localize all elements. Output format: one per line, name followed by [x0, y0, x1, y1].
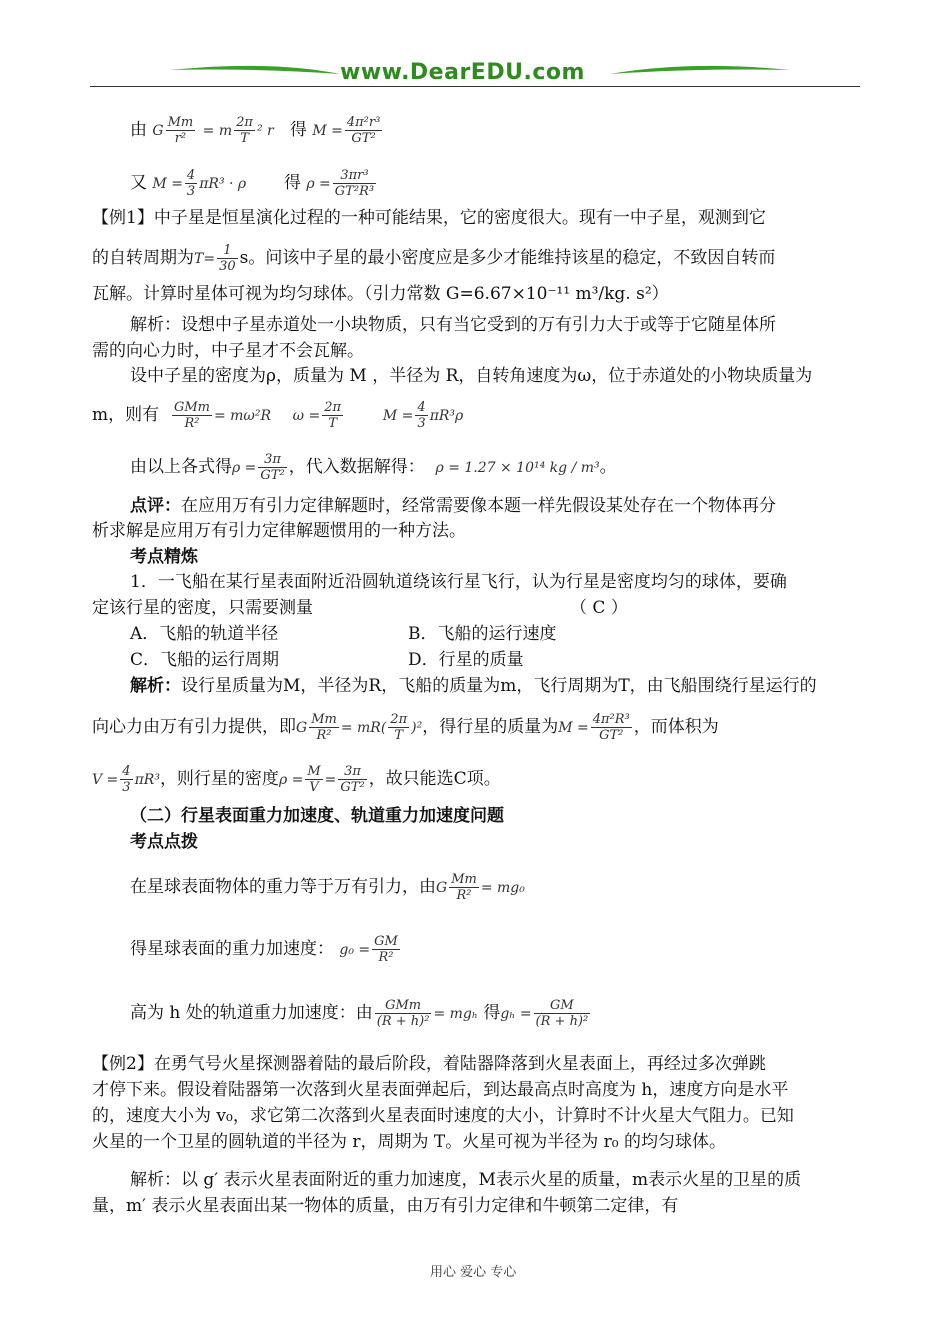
question1-solution-a: 解析：设行星质量为M，半径为R，飞船的质量为m，飞行周期为T，由飞船围绕行星运行的 [130, 676, 817, 696]
example2-line-a: 【例2】在勇气号火星探测器着陆的最后阶段，着陆器降落到火星表面上，再经过多次弹跳 [92, 1054, 766, 1074]
question1-line-a: 1．一飞船在某行星表面附近沿圆轨道绕该行星飞行，认为行星是密度均匀的球体，要确 [130, 572, 787, 592]
solution2-line-b: 量，m′ 表示火星表面出某一物体的质量，由万有引力定律和牛顿第二定律，有 [92, 1196, 679, 1216]
example2-line-c: 的，速度大小为 v₀，求它第二次落到火星表面时速度的大小，计算时不计火星大气阻力。已知 [92, 1106, 794, 1126]
section2-title: （二）行星表面重力加速度、轨道重力加速度问题 [130, 806, 504, 826]
tips-title: 考点点拨 [130, 832, 198, 852]
formula-line-2: 又 M = $\frac{4}{3}$ πR³ · ρ 得 ρ = $\frac{\text{3πr³}}{\text{GT²R³}}$ [130, 168, 375, 199]
solution1-line-d: m，则有 GMm R² = mω²R ω = $\frac{2\pi}{T}$ M = $\frac{4}{3}$ πR³ρ [92, 400, 464, 431]
solution1-line-e: 由以上各式得ρ = $\frac{3\pi}{\text{GT²}}$ ，代入数据解得： ρ = 1.27 × 10¹⁴ kg / m³。 [130, 452, 617, 483]
example1-line-a: 【例1】中子星是恒星演化过程的一种可能结果，它的密度很大。现有一中子星，观测到它 [92, 208, 766, 228]
header-site-logo: www.DearEDU.com [340, 60, 585, 85]
option-d: D．行星的质量 [408, 650, 524, 670]
example1-line-b: 的自转周期为T= $\frac{1}{30}$ s。问该中子星的最小密度应是多少才能维持该星的稳定，不致因自转而 [92, 243, 776, 274]
question1-line-b: 定该行星的密度，只需要测量 [92, 598, 313, 618]
drill-title: 考点精炼 [130, 547, 198, 567]
solution1-line-c: 设中子星的密度为ρ，质量为 M ，半径为 R，自转角速度为ω，位于赤道处的小物块质量为 [130, 366, 813, 386]
tip-line-1: 在星球表面物体的重力等于万有引力，由G $\frac{Mm}{\text{R²}}$ = mg₀ [130, 872, 525, 903]
header-divider [90, 86, 860, 87]
example1-line-c: 瓦解。计算时星体可视为均匀球体。（引力常数 G=6.67×10⁻¹¹ m³/kg. s²） [92, 284, 669, 304]
solution1-line-a: 解析：设想中子星赤道处一小块物质，只有当它受到的万有引力大于或等于它随星体所 [130, 315, 776, 335]
question1-solution-b: 向心力由万有引力提供，即G $\frac{Mm}{\text{R²}}$ = mR( $\frac{2\pi}{T}$ )²，得行星的质量为M = $\frac{\text{4π²R³}}{\text{GT²}}$ ，而体积为 [92, 712, 719, 743]
question1-answer: （ C ） [570, 598, 628, 618]
example2-line-b: 才停下来。假设着陆器第一次落到火星表面弹起后，到达最高点时高度为 h，速度方向是水平 [92, 1080, 789, 1100]
option-b: B．飞船的运行速度 [408, 624, 557, 644]
option-a: A．飞船的轨道半径 [130, 624, 279, 644]
tip-line-2: 得星球表面的重力加速度： g₀ = $\frac{GM}{\text{R²}}$ [130, 934, 398, 965]
formula-line-1: 由 G $\frac{Mm}{\text{r²}}$ = m $\frac{2\pi}{T}$ ² r 得 M = $\frac{\text{4π²r³}}{\text{GT²}}$ [130, 115, 381, 146]
footer-slogan: 用心 爱心 专心 [430, 1265, 517, 1280]
question1-solution-c: V = $\frac{4}{3}$ πR³，则行星的密度ρ = $\frac{M}{V}$ = $\frac{3\pi}{\text{GT²}}$ ，故只能选C项。 [92, 764, 501, 795]
tip-line-3: 高为 h 处的轨道重力加速度：由 GMm (R + h)² = mgₕ 得gₕ = $\frac{GM}{\text{(R + h)²}}$ [130, 998, 589, 1029]
solution2-line-a: 解析：以 g′ 表示火星表面附近的重力加速度，M表示火星的质量，m表示火星的卫星的质 [130, 1170, 802, 1190]
comment-line-b: 析求解是应用万有引力定律解题惯用的一种方法。 [92, 521, 466, 541]
solution1-line-b: 需的向心力时，中子星才不会瓦解。 [92, 341, 364, 361]
comment-line-a: 点评：在应用万有引力定律解题时，经常需要像本题一样先假设某处存在一个物体再分 [130, 496, 776, 516]
option-c: C．飞船的运行周期 [130, 650, 280, 670]
example2-line-d: 火星的一个卫星的圆轨道的半径为 r，周期为 T。火星可视为半径为 r₀ 的均匀球体。 [92, 1132, 727, 1152]
